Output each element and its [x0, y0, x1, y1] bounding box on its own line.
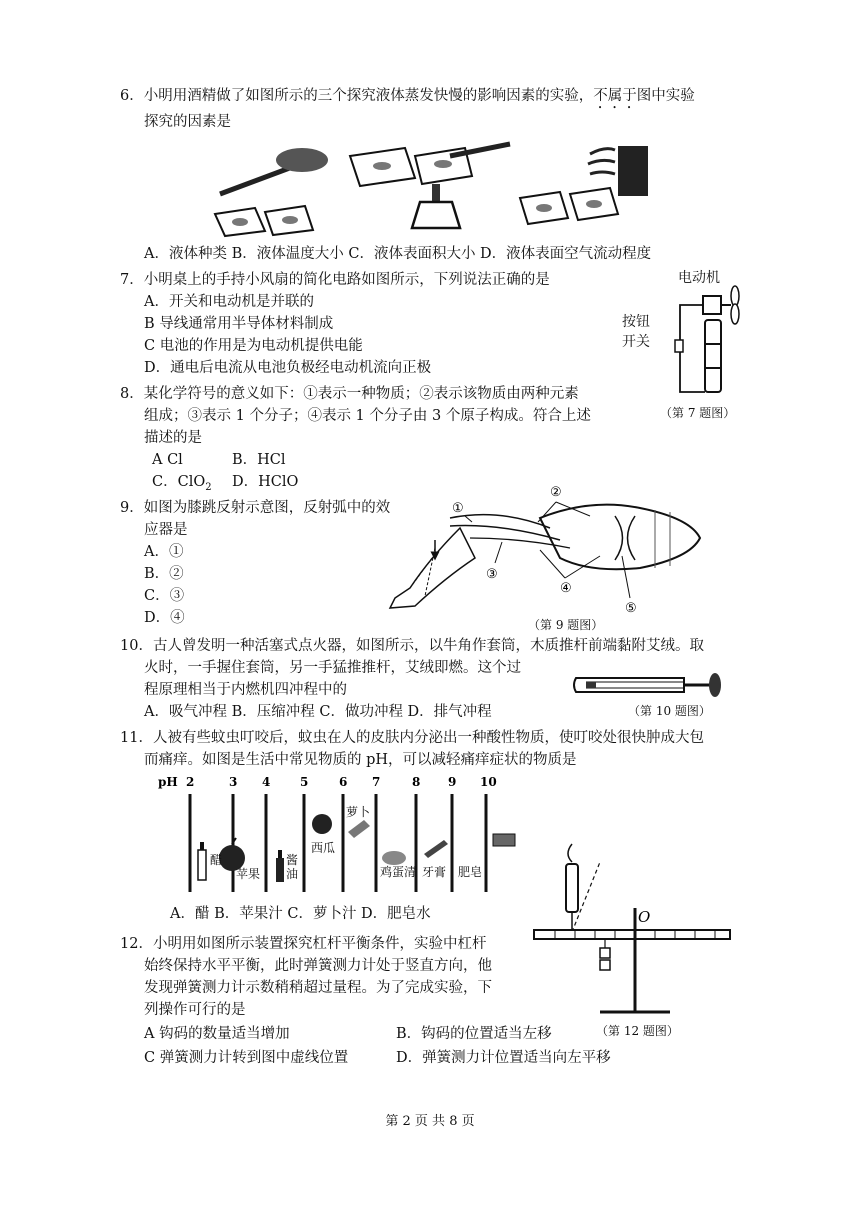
q8-option-b: B．HCl — [232, 452, 286, 468]
q12-figure-caption: （第 12 题图） — [596, 1024, 679, 1038]
q9-label-4: ④ — [560, 581, 572, 596]
q7-option-a: A．开关和电动机是并联的 — [144, 294, 314, 310]
q11-soap-label: 肥皂 — [458, 865, 483, 879]
q8-option-a: A Cl — [152, 452, 183, 468]
q12-lever-figure — [530, 842, 745, 1020]
q11-ph-9: 9 — [448, 775, 457, 789]
q7-switch-label: 开关 — [622, 334, 650, 350]
q9-figure-caption: （第 9 题图） — [528, 618, 604, 632]
q9-label-5: ⑤ — [625, 601, 637, 616]
page-footer: 第 2 页 共 8 页 — [385, 1114, 475, 1129]
q7-circuit-figure — [665, 290, 745, 398]
q9-option-d: D．④ — [144, 610, 185, 626]
q11-ph-4: 4 — [262, 775, 271, 789]
q6-emphasis: 不属于 — [593, 88, 637, 104]
q11-line2: 而痛痒。如图是生活中常见物质的 pH，可以减轻痛痒症状的物质是 — [144, 752, 577, 768]
q11-ph-figure — [158, 772, 518, 897]
q7-figure-caption: （第 7 题图） — [660, 406, 736, 420]
q11-watermelon-label: 西瓜 — [311, 841, 336, 855]
q8-option-c: C．ClO$_2$ — [152, 474, 212, 493]
q9-line2: 应器是 — [144, 522, 188, 538]
q6-stem-line1: 6．小明用酒精做了如图所示的三个探究液体蒸发快慢的影响因素的实验，不属于图中实验 — [120, 88, 695, 104]
q12-line4: 列操作可行的是 — [144, 1002, 246, 1018]
q12-option-b: B．钩码的位置适当左移 — [396, 1026, 552, 1042]
q11-egg-white-label: 鸡蛋清 — [380, 865, 417, 879]
q10-fire-piston-figure — [572, 670, 727, 698]
q12-line3: 发现弹簧测力计示数稍稍超过量程。为了完成实验，下 — [144, 980, 492, 996]
q12-option-d: D．弹簧测力计位置适当向左平移 — [396, 1050, 611, 1066]
q11-vinegar-label: 醋 — [210, 853, 223, 867]
q11-ph-3: 3 — [229, 775, 238, 789]
q8-line1: 8．某化学符号的意义如下：①表示一种物质；②表示该物质由两种元素 — [120, 386, 579, 402]
q9-label-3: ③ — [486, 567, 498, 582]
q9-reflex-arc-figure — [390, 478, 710, 618]
q9-label-1: ① — [452, 501, 464, 516]
q11-ph-axis-label: pH — [158, 775, 178, 789]
q7-motor-label: 电动机 — [678, 270, 720, 286]
q10-options: A．吸气冲程 B．压缩冲程 C．做功冲程 D．排气冲程 — [144, 704, 492, 720]
q9-option-a: A．① — [144, 544, 184, 560]
q11-line1: 11．人被有些蚊虫叮咬后，蚊虫在人的皮肤内分泌出一种酸性物质，使叮咬处很快肿成大包 — [120, 730, 704, 746]
q7-option-d: D．通电后电流从电池负极经电动机流向正极 — [144, 360, 432, 376]
q11-ph-7: 7 — [372, 775, 381, 789]
q10-line3: 程原理相当于内燃机四冲程中的 — [144, 682, 347, 698]
q11-soy-label-2: 油 — [286, 867, 299, 881]
q10-figure-caption: （第 10 题图） — [628, 704, 711, 718]
q8-line3: 描述的是 — [144, 430, 202, 446]
q11-apple-label: 苹果 — [236, 867, 261, 881]
q9-option-c: C．③ — [144, 588, 185, 604]
q7-option-b: B 导线通常用半导体材料制成 — [144, 316, 334, 332]
q12-line1: 12．小明用如图所示装置探究杠杆平衡条件，实验中杠杆 — [120, 936, 487, 952]
q11-ph-6: 6 — [339, 775, 348, 789]
q11-radish-label: 萝卜 — [346, 805, 371, 819]
q8-line2: 组成；③表示 1 个分子；④表示 1 个分子由 3 个原子构成。符合上述 — [144, 408, 591, 424]
q6-options: A．液体种类 B．液体温度大小 C．液体表面积大小 D．液体表面空气流动程度 — [144, 246, 652, 262]
q10-line2: 火时，一手握住套筒，另一手猛推推杆，艾绒即燃。这个过 — [144, 660, 521, 676]
q11-soy-label-1: 酱 — [286, 853, 299, 867]
q12-line2: 始终保持水平平衡，此时弹簧测力计处于竖直方向，他 — [144, 958, 492, 974]
q11-options: A．醋 B．苹果汁 C．萝卜汁 D．肥皂水 — [170, 906, 431, 922]
q7-button-label: 按钮 — [622, 314, 650, 330]
q12-option-c: C 弹簧测力计转到图中虚线位置 — [144, 1050, 349, 1066]
q8-option-d: D．HClO — [232, 474, 299, 490]
q9-option-b: B．② — [144, 566, 184, 582]
q9-label-2: ② — [550, 485, 562, 500]
q12-pivot-label: O — [638, 908, 651, 926]
q12-option-a: A 钩码的数量适当增加 — [144, 1026, 290, 1042]
q11-ph-2: 2 — [186, 775, 195, 789]
q11-ph-5: 5 — [300, 775, 309, 789]
q11-ph-10: 10 — [480, 775, 497, 789]
q8-option-c-subscript: 2 — [205, 481, 212, 493]
q6-stem-line2: 探究的因素是 — [144, 114, 231, 130]
q11-ph-8: 8 — [412, 775, 421, 789]
q7-option-c: C 电池的作用是为电动机提供电能 — [144, 338, 363, 354]
q11-toothpaste-label: 牙膏 — [422, 865, 447, 879]
q7-stem: 7．小明桌上的手持小风扇的简化电路如图所示，下列说法正确的是 — [120, 272, 550, 288]
q9-line1: 9．如图为膝跳反射示意图，反射弧中的效 — [120, 500, 391, 516]
q10-line1: 10．古人曾发明一种活塞式点火器，如图所示，以牛角作套筒，木质推杆前端黏附艾绒。取 — [120, 638, 704, 654]
q6-figure — [210, 136, 680, 236]
